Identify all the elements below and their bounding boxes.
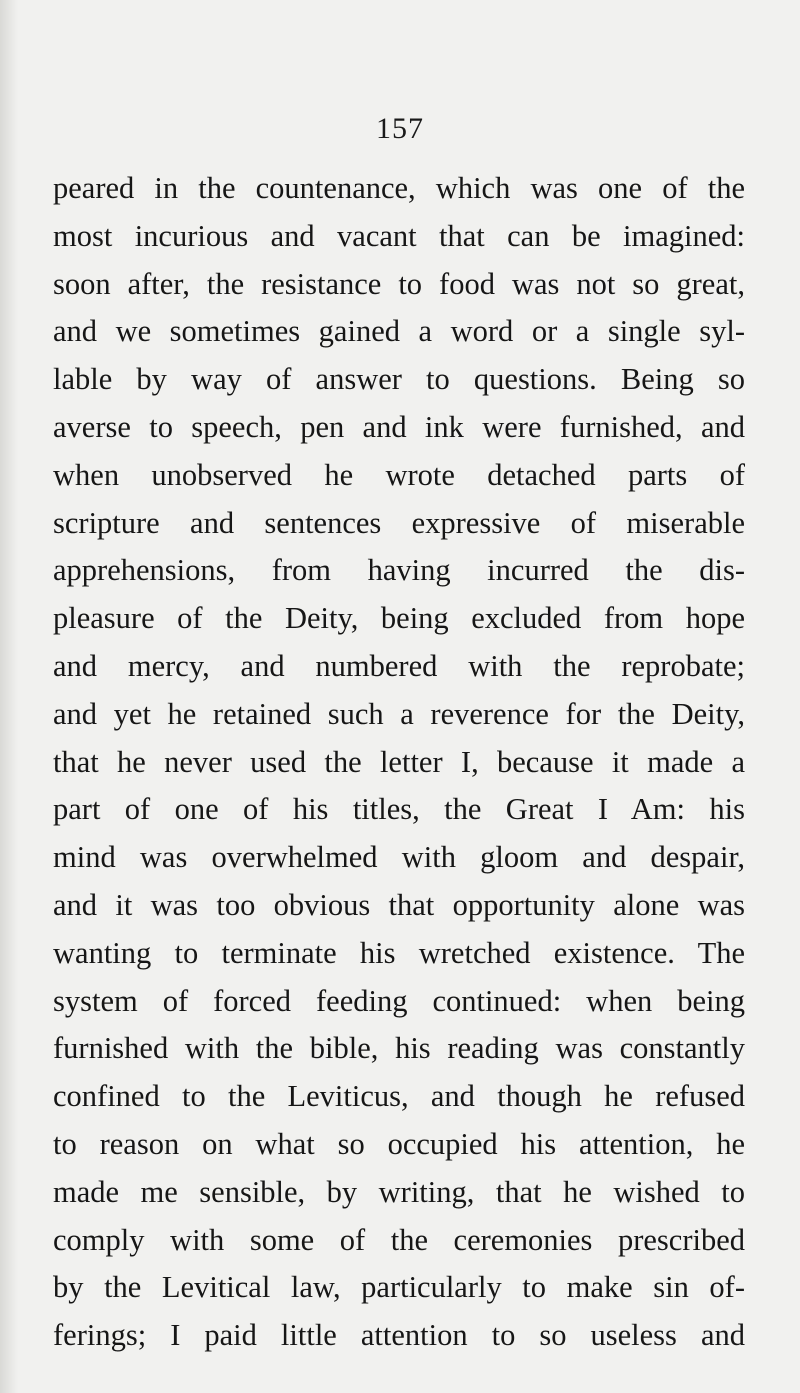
text-line: lable by way of answer to questions. Being so <box>53 362 745 397</box>
text-line: and yet he retained such a reverence for the Deity, <box>53 696 745 731</box>
text-line: wanting to terminate his wretched existence. The <box>53 935 745 970</box>
text-line: and mercy, and numbered with the reprobate; <box>53 648 745 683</box>
text-line: mind was overwhelmed with gloom and despair, <box>53 840 745 875</box>
text-line: to reason on what so occupied his attention, he <box>53 1126 745 1161</box>
text-line: part of one of his titles, the Great I Am: his <box>53 792 745 827</box>
text-line: peared in the countenance, which was one of the <box>53 171 745 205</box>
text-line: furnished with the bible, his reading was constantly <box>53 1031 745 1066</box>
text-line: system of forced feeding continued: when being <box>53 983 745 1018</box>
page-number: 157 <box>376 112 424 145</box>
text-line: and we sometimes gained a word or a single syl- <box>53 314 745 349</box>
text-line: ferings; I paid little attention to so useless and <box>53 1318 745 1353</box>
text-line: when unobserved he wrote detached parts of <box>53 457 745 492</box>
text-line: most incurious and vacant that can be imagined: <box>53 218 745 253</box>
text-line: comply with some of the ceremonies prescribed <box>53 1222 745 1257</box>
text-line: and it was too obvious that opportunity alone was <box>53 887 745 922</box>
text-line: by the Levitical law, particularly to make sin of- <box>53 1270 745 1305</box>
text-line: pleasure of the Deity, being excluded from hope <box>53 601 745 636</box>
text-line: scripture and sentences expressive of miserable <box>53 505 745 540</box>
text-line: made me sensible, by writing, that he wished to <box>53 1174 745 1209</box>
body-text <box>53 165 745 1360</box>
page-edge-shadow <box>0 0 18 1393</box>
text-line: soon after, the resistance to food was not so great, <box>53 266 745 301</box>
text-line: apprehensions, from having incurred the dis- <box>53 553 745 588</box>
text-line: that he never used the letter I, because it made a <box>53 744 745 779</box>
text-line: confined to the Leviticus, and though he refused <box>53 1079 745 1114</box>
text-line: averse to speech, pen and ink were furnished, and <box>53 409 745 444</box>
